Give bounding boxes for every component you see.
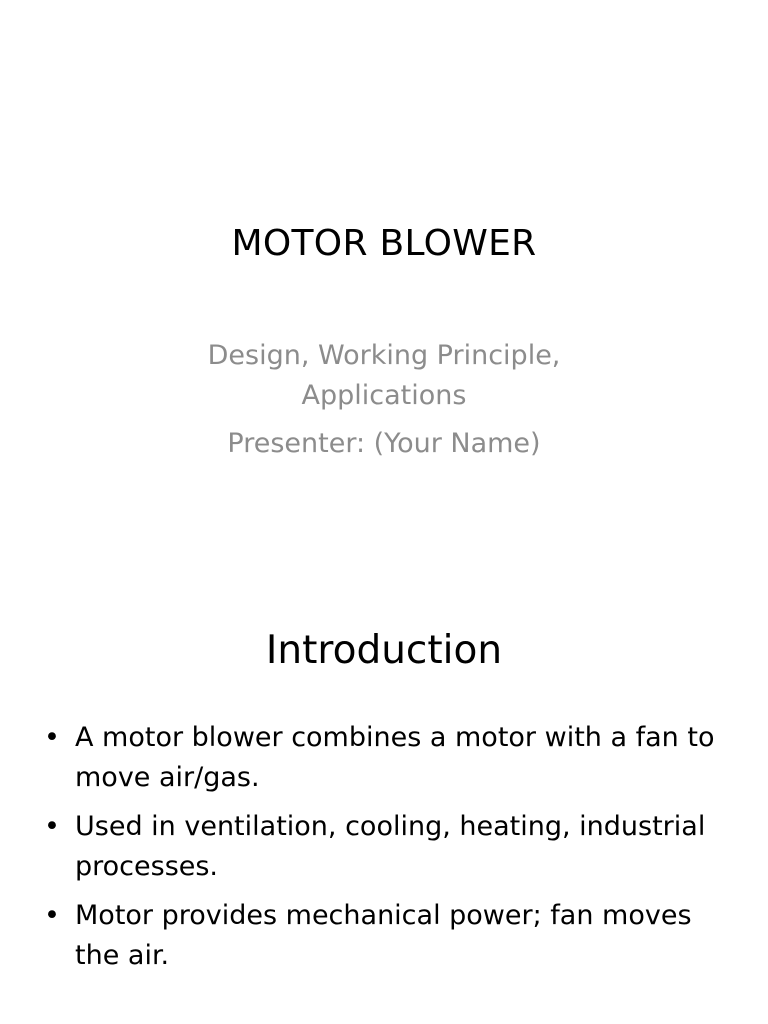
bullet-icon: • [44,900,60,931]
slide-title: MOTOR BLOWER [231,223,537,264]
bullet-text: A motor blower combines a motor with a fan to move air/gas. [75,722,715,793]
introduction-slide [0,576,768,1024]
bullet-icon: • [44,722,60,753]
bullet-item [0,807,768,887]
bullet-icon: • [44,811,60,842]
bullet-text: Motor provides mechanical power; fan moves the air. [75,900,692,971]
bullet-list [0,718,768,985]
slide-title: Introduction [265,628,503,673]
subtitle-line: Applications [301,380,467,411]
bullet-item [0,896,768,976]
subtitle-presenter: Presenter: (Your Name) [227,428,541,459]
bullet-text: Used in ventilation, cooling, heating, industrial processes. [75,811,706,882]
bullet-item [0,718,768,798]
subtitle-line: Design, Working Principle, [207,340,561,371]
slide-subtitle [0,336,768,464]
